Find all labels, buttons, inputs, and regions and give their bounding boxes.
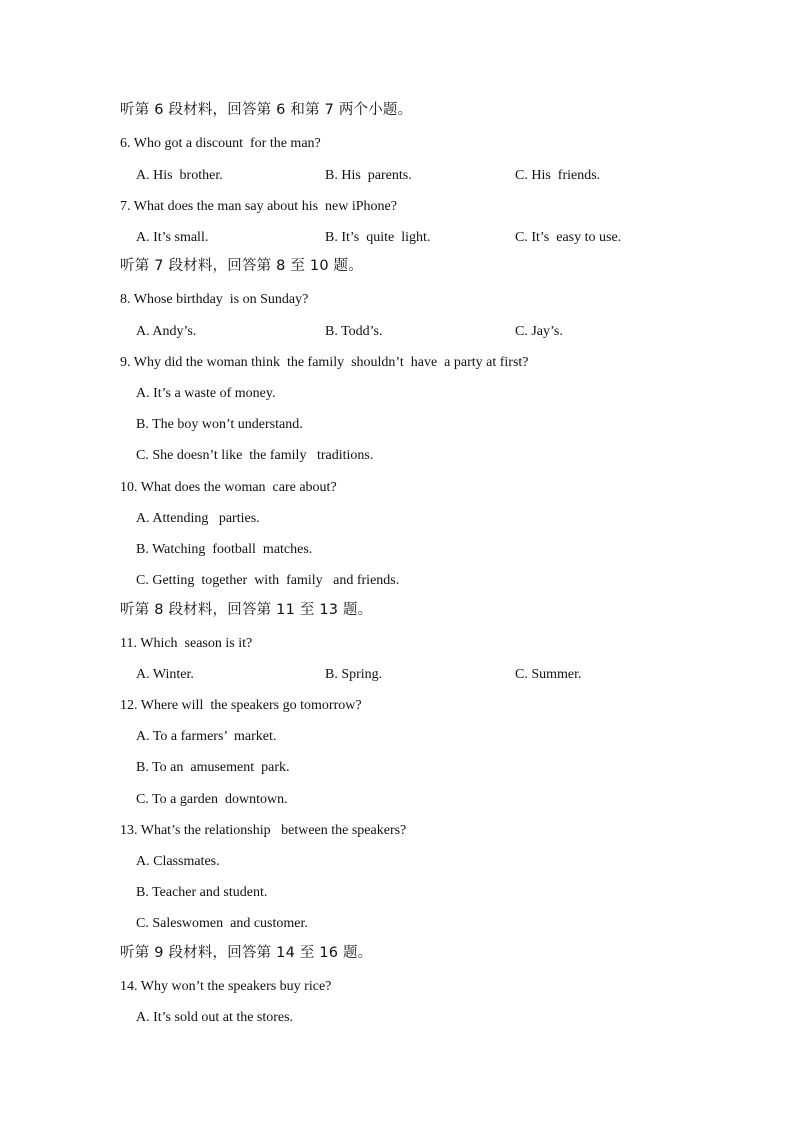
q8-option-b: B. Todd’s. bbox=[325, 324, 383, 339]
question-10: 10. What does the woman care about? bbox=[120, 480, 337, 495]
q7-option-b: B. It’s quite light. bbox=[325, 230, 431, 245]
section-heading-7: 听第 7 段材料，回答第 8 至 10 题。 bbox=[120, 258, 363, 274]
q14-option-a: A. It’s sold out at the stores. bbox=[136, 1010, 294, 1025]
question-9: 9. Why did the woman think the family shouldn’t have a party at first? bbox=[120, 355, 529, 370]
q13-option-b: B. Teacher and student. bbox=[136, 885, 268, 900]
question-8: 8. Whose birthday is on Sunday? bbox=[120, 292, 309, 307]
q10-option-b: B. Watching football matches. bbox=[136, 542, 313, 557]
q9-option-a: A. It’s a waste of money. bbox=[136, 386, 276, 401]
q8-option-a: A. Andy’s. bbox=[136, 324, 197, 339]
section-heading-8: 听第 8 段材料，回答第 11 至 13 题。 bbox=[120, 602, 373, 618]
question-12: 12. Where will the speakers go tomorrow? bbox=[120, 698, 362, 713]
q12-option-b: B. To an amusement park. bbox=[136, 760, 290, 775]
section-heading-6: 听第 6 段材料，回答第 6 和第 7 两个小题。 bbox=[120, 102, 413, 118]
q10-option-c: C. Getting together with family and friends. bbox=[136, 573, 400, 588]
question-14: 14. Why won’t the speakers buy rice? bbox=[120, 979, 332, 994]
question-6: 6. Who got a discount for the man? bbox=[120, 136, 321, 151]
section-heading-9: 听第 9 段材料，回答第 14 至 16 题。 bbox=[120, 945, 373, 961]
q6-option-c: C. His friends. bbox=[515, 168, 601, 183]
question-11: 11. Which season is it? bbox=[120, 636, 253, 651]
q13-option-a: A. Classmates. bbox=[136, 854, 220, 869]
q13-option-c: C. Saleswomen and customer. bbox=[136, 916, 308, 931]
q12-option-a: A. To a farmers’ market. bbox=[136, 729, 277, 744]
q11-option-c: C. Summer. bbox=[515, 667, 582, 682]
q9-option-b: B. The boy won’t understand. bbox=[136, 417, 303, 432]
q7-option-c: C. It’s easy to use. bbox=[515, 230, 622, 245]
q6-option-a: A. His brother. bbox=[136, 168, 223, 183]
q8-option-c: C. Jay’s. bbox=[515, 324, 563, 339]
question-13: 13. What’s the relationship between the speakers? bbox=[120, 823, 407, 838]
question-7: 7. What does the man say about his new iPhone? bbox=[120, 199, 397, 214]
q12-option-c: C. To a garden downtown. bbox=[136, 792, 288, 807]
q6-option-b: B. His parents. bbox=[325, 168, 412, 183]
q7-option-a: A. It’s small. bbox=[136, 230, 209, 245]
q10-option-a: A. Attending parties. bbox=[136, 511, 260, 526]
q9-option-c: C. She doesn’t like the family traditions. bbox=[136, 448, 374, 463]
q11-option-a: A. Winter. bbox=[136, 667, 194, 682]
q11-option-b: B. Spring. bbox=[325, 667, 383, 682]
